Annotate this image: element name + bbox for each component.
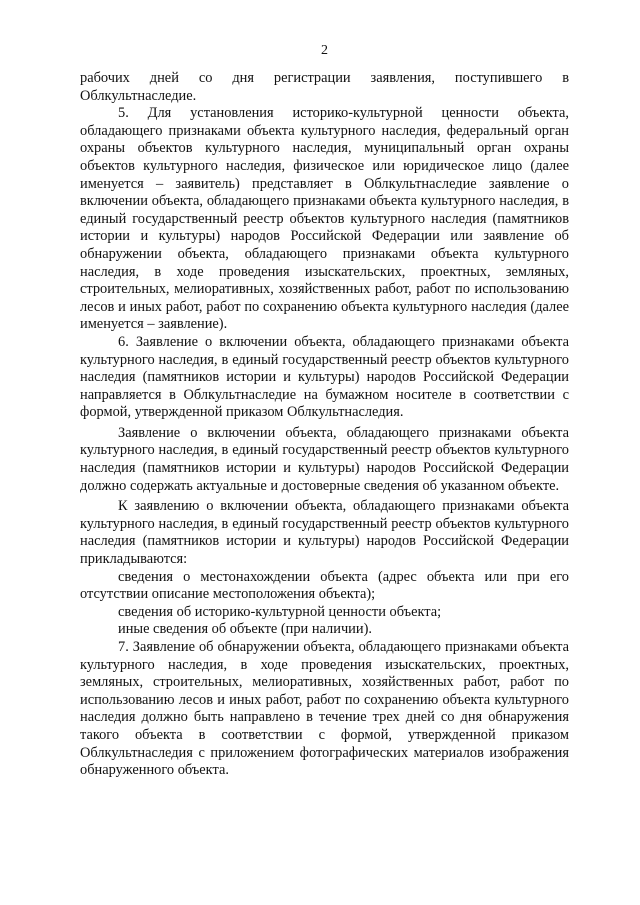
paragraph-item-7: 7. Заявление об обнаружении объекта, обладающего признаками объекта культурного наследия, в ходе проведения изыскательских, проектных, земляных, строительных, мелиоративных, хозяйственных работ, работ по использованию лесов и иных работ, работ по сохранению объекта культурного наследия должно быть направлено в течение трех дней со дня обнаружения такого объекта в соответствии с формой, утвержденной приказом Облкультнаследия с приложением фотографических материалов изображения обнаруженного объекта. bbox=[80, 639, 569, 779]
document-body bbox=[80, 70, 569, 780]
paragraph-attachments-intro: К заявлению о включении объекта, обладающего признаками объекта культурного наследия, в единый государственный реестр объектов культурного наследия (памятников истории и культуры) народов Российской Федерации прикладываются: bbox=[80, 498, 569, 568]
page-number: 2 bbox=[321, 43, 328, 58]
document-page bbox=[80, 0, 569, 905]
paragraph-application-content: Заявление о включении объекта, обладающего признаками объекта культурного наследия, в единый государственный реестр объектов культурного наследия (памятников истории и культуры) народов Российской Федерации должно содержать актуальные и достоверные сведения об указанном объекте. bbox=[80, 424, 569, 494]
paragraph-item-6: 6. Заявление о включении объекта, обладающего признаками объекта культурного наследия, в единый государственный реестр объектов культурного наследия (памятников истории и культуры) народов Российской Федерации направляется в Облкультнаследие на бумажном носителе в соответствии с формой, утвержденной приказом Облкультнаследия. bbox=[80, 333, 569, 421]
list-item-other-info: иные сведения об объекте (при наличии). bbox=[118, 621, 372, 638]
paragraph-item-5: 5. Для установления историко-культурной ценности объекта, обладающего признаками объекта культурного наследия, федеральный орган охраны объектов культурного наследия, муниципальный орган охраны объектов культурного наследия, физическое или юридическое лицо (далее именуется – заявитель) представляет в Облкультнаследие заявление о включении объекта, обладающего признаками объекта культурного наследия, в единый государственный реестр объектов культурного наследия (памятников истории и культуры) народов Российской Федерации или заявление об обнаружении объекта, обладающего признаками объекта культурного наследия, в ходе проведения изыскательских, проектных, земляных, строительных, мелиоративных, хозяйственных работ, работ по использованию лесов и иных работ, работ по сохранению объекта культурного наследия (далее именуется – заявление). bbox=[80, 105, 569, 333]
list-item-location: сведения о местонахождении объекта (адрес объекта или при его отсутствии описание местоположения объекта); bbox=[80, 568, 569, 603]
list-item-cultural-value: сведения об историко-культурной ценности объекта; bbox=[118, 603, 442, 620]
paragraph-continuation: рабочих дней со дня регистрации заявления, поступившего в Облкультнаследие. bbox=[80, 70, 569, 104]
